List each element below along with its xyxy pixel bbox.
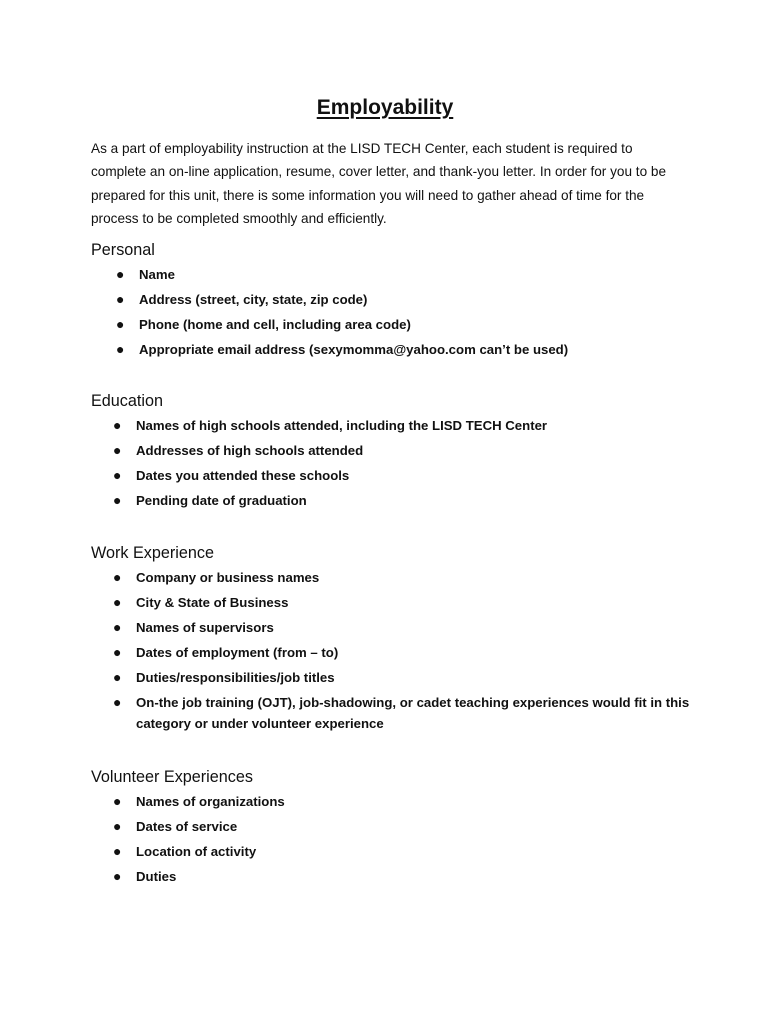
list-item bbox=[91, 841, 691, 862]
bullet-icon: ● bbox=[116, 266, 125, 282]
list-item-text: Location of activity bbox=[136, 844, 257, 859]
section-heading: Personal bbox=[91, 241, 155, 259]
bullet-list bbox=[91, 264, 691, 360]
list-item-text: Addresses of high schools attended bbox=[136, 443, 364, 458]
list-item bbox=[91, 339, 691, 360]
bullet-icon: ● bbox=[113, 818, 122, 834]
bullet-list bbox=[91, 567, 691, 734]
list-item-text: Appropriate email address (sexymomma@yahoo.com can’t be used) bbox=[139, 342, 569, 357]
list-item bbox=[91, 465, 691, 486]
list-item bbox=[91, 490, 691, 511]
list-item bbox=[91, 642, 691, 663]
bullet-icon: ● bbox=[116, 341, 125, 357]
list-item-text: Company or business names bbox=[136, 570, 320, 585]
list-item-text: City & State of Business bbox=[136, 595, 289, 610]
list-item bbox=[91, 667, 691, 688]
list-item-text: Duties bbox=[136, 869, 177, 884]
list-item-text: Pending date of graduation bbox=[136, 493, 307, 508]
bullet-list bbox=[91, 415, 691, 511]
section-education bbox=[91, 389, 691, 515]
list-item bbox=[91, 866, 691, 887]
section-volunteer-experiences bbox=[91, 765, 691, 891]
list-item-text: Duties/responsibilities/job titles bbox=[136, 670, 335, 685]
list-item bbox=[91, 791, 691, 812]
section-personal bbox=[91, 238, 691, 364]
bullet-icon: ● bbox=[116, 291, 125, 307]
list-item bbox=[91, 617, 691, 638]
list-item-text: Dates you attended these schools bbox=[136, 468, 350, 483]
list-item bbox=[91, 567, 691, 588]
bullet-icon: ● bbox=[113, 843, 122, 859]
list-item-text: Names of high schools attended, including the LISD TECH Center bbox=[136, 418, 548, 433]
bullet-icon: ● bbox=[113, 442, 122, 458]
bullet-icon: ● bbox=[113, 594, 122, 610]
list-item bbox=[91, 415, 691, 436]
bullet-icon: ● bbox=[113, 569, 122, 585]
list-item bbox=[91, 289, 691, 310]
section-heading: Education bbox=[91, 392, 163, 410]
bullet-icon: ● bbox=[113, 467, 122, 483]
list-item bbox=[91, 692, 691, 734]
list-item-text: On-the job training (OJT), job-shadowing, or cadet teaching experiences would fit in this category or under volunteer experience bbox=[136, 695, 690, 731]
list-item bbox=[91, 440, 691, 461]
bullet-icon: ● bbox=[113, 619, 122, 635]
bullet-icon: ● bbox=[113, 694, 122, 710]
list-item bbox=[91, 592, 691, 613]
bullet-icon: ● bbox=[116, 316, 125, 332]
list-item bbox=[91, 264, 691, 285]
bullet-icon: ● bbox=[113, 793, 122, 809]
list-item-text: Names of organizations bbox=[136, 794, 285, 809]
document-title: Employability bbox=[316, 96, 454, 119]
list-item-text: Dates of employment (from – to) bbox=[136, 645, 339, 660]
list-item-text: Phone (home and cell, including area code) bbox=[139, 317, 411, 332]
bullet-icon: ● bbox=[113, 417, 122, 433]
bullet-list bbox=[91, 791, 691, 887]
list-item-text: Name bbox=[139, 267, 175, 282]
bullet-icon: ● bbox=[113, 868, 122, 884]
bullet-icon: ● bbox=[113, 492, 122, 508]
list-item bbox=[91, 314, 691, 335]
section-heading: Volunteer Experiences bbox=[91, 768, 253, 786]
list-item-text: Address (street, city, state, zip code) bbox=[139, 292, 368, 307]
bullet-icon: ● bbox=[113, 669, 122, 685]
list-item bbox=[91, 816, 691, 837]
list-item-text: Names of supervisors bbox=[136, 620, 274, 635]
bullet-icon: ● bbox=[113, 644, 122, 660]
list-item-text: Dates of service bbox=[136, 819, 238, 834]
intro-paragraph: As a part of employability instruction at the LISD TECH Center, each student is required to complete an on-line application, resume, cover letter, and thank-you letter. In order for you to be prepared for this unit, there is some information you will need to gather ahead of time for the process to be completed smoothly and efficiently. bbox=[91, 141, 667, 226]
section-work-experience bbox=[91, 541, 691, 738]
section-heading: Work Experience bbox=[91, 544, 214, 562]
